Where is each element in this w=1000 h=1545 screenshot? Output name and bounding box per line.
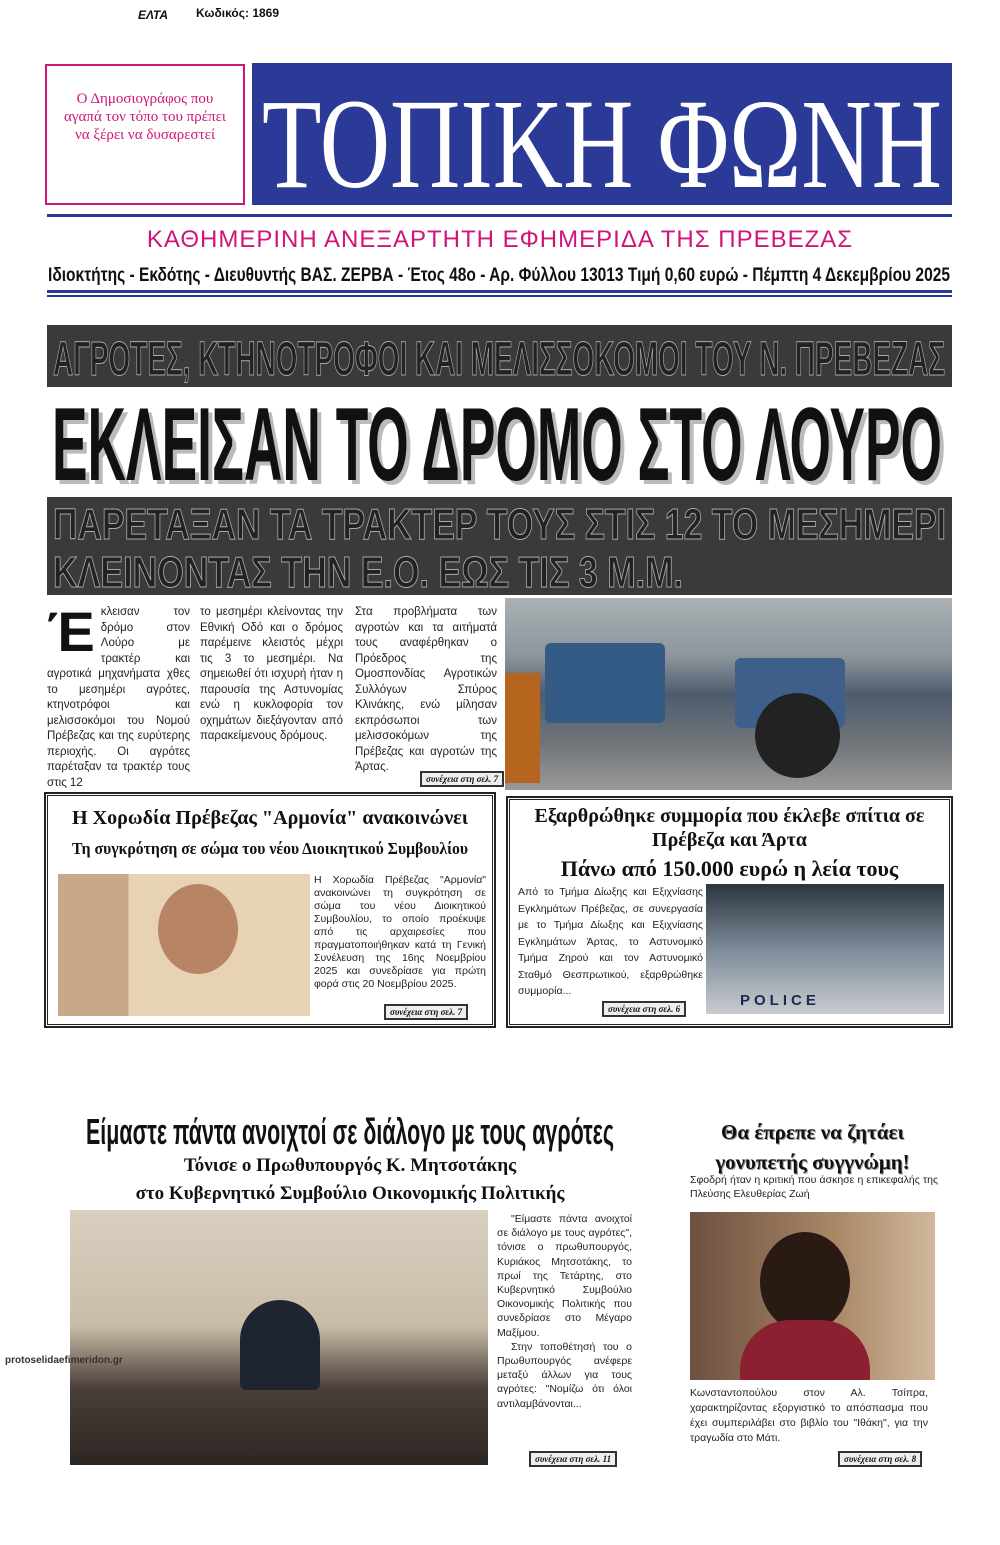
choir-title: Η Χορωδία Πρέβεζας "Αρμονία" ανακοινώνει xyxy=(72,807,469,829)
choir-article xyxy=(45,793,495,1027)
choir-heading-svg xyxy=(48,796,492,860)
continued-link[interactable]: συνέχεια στη σελ. 7 xyxy=(384,1004,468,1020)
pm-subtitle-2: στο Κυβερνητικό Συμβούλιο Οικονομικής Πολιτικής xyxy=(135,1183,565,1204)
cabinet-meeting-photo xyxy=(70,1210,488,1465)
zoi-body: Κωνσταντοπούλου στον Αλ. Τσίπρα, χαρακτηρίζοντας εξοργιστικό το απόσπασμα που έχει συμπεριλάβει στο βιβλίο του "Ιθάκη", για την τραγωδία στο Μάτι. xyxy=(690,1387,928,1444)
board-members-photo xyxy=(58,874,310,1016)
pm-headline-wrap xyxy=(86,1108,618,1152)
divider xyxy=(47,214,952,217)
pm-subtitle-1: Τόνισε ο Πρωθυπουργός Κ. Μητσοτάκης xyxy=(183,1155,517,1176)
police-car-photo xyxy=(706,884,944,1014)
lead-headline: ΕΚΛΕΙΣΑΝ ΤΟ ΔΡΟΜΟ ΣΤΟ ΛΟΥΡΟ xyxy=(52,387,942,494)
continued-link[interactable]: συνέχεια στη σελ. 11 xyxy=(529,1451,617,1467)
gang-body: Από το Τμήμα Δίωξης και Εξιχνίασης Εγκλημάτων Πρέβεζας, σε συνεργασία με το Τμήμα Δίωξης και Εξιχνίασης Εγκλημάτων Άρτας, το Αστυνομικό Τμήμα Ζηρού και τον Αστυνομικό Σταθμό Θεσπρωτικού, εξαρθρώθηκε συμμορία... xyxy=(518,886,703,997)
zoi-lead: Σφοδρή ήταν η κριτική που άσκησε η επικεφαλής της Πλεύσης Ελευθερίας Ζωή xyxy=(690,1174,938,1200)
continued-link[interactable]: συνέχεια στη σελ. 7 xyxy=(420,771,504,787)
lead-headline-svg xyxy=(50,386,950,494)
gang-subtitle: Πάνω από 150.000 ευρώ η λεία τους xyxy=(560,856,899,881)
lead-col-1: Έ κλεισαν τον δρόμο στον Λούρο με τρακτέρ και αγροτικά μηχανήματα χθες το μεσημέρι αγρότες, κτηνοτρόφοι και μελισσοκόμοι του Νομού Πρέβεζας και της ευρύτερης περιοχής. Οι αγρότες παρέταξαν τα τρακτέρ τους στις 12 xyxy=(47,600,190,789)
choir-subtitle: Τη συγκρότηση σε σώμα του νέου Διοικητικού Συμβουλίου xyxy=(72,839,469,858)
lead-kicker-bar xyxy=(47,325,952,387)
lead-deck-bar xyxy=(47,497,952,595)
continued-link[interactable]: συνέχεια στη σελ. 6 xyxy=(602,1001,686,1017)
motto-box xyxy=(45,64,245,205)
lead-kicker: ΑΓΡΟΤΕΣ, ΚΤΗΝΟΤΡΟΦΟΙ ΚΑΙ ΜΕΛΙΣΣΟΚΟΜΟΙ ΤΟΥ Ν. ΠΡΕΒΕΖΑΣ xyxy=(53,333,945,386)
lead-deck-svg xyxy=(47,497,952,595)
divider xyxy=(47,290,952,293)
issue-info-svg xyxy=(48,261,952,287)
issue-info: Ιδιοκτήτης - Εκδότης - Διευθυντής ΒΑΣ. ΖΕΡΒΑ - Έτος 48ο - Αρ. Φύλλου 13013 Τιμή 0,60 ευρώ - Πέμπτη 4 Δεκεμβρίου 2025 xyxy=(48,265,951,286)
elta-logo: ΕΛΤΑ xyxy=(138,8,169,22)
issue-code: Κωδικός: 1869 xyxy=(196,6,280,20)
choir-body: Η Χορωδία Πρέβεζας "Αρμονία" ανακοινώνει τη συγκρότηση σε σώμα του νέου Διοικητικού Συμβουλίου, το οποίο προέκυψε από τις αρχαιρεσίες που πραγματοποιήθηκαν κατά τη Γενική Συνέλευση της 16ης Νοεμβρίου 2025 και συνεδρίασε για πρώτη φορά στις 20 Νοεμβρίου 2025. xyxy=(314,874,486,990)
lead-col-3: Στα προβλήματα των αγροτών και τα αιτήματά τους αναφέρθηκαν ο Πρόεδρος της Ομοσπονδίας Αγροτικών Συλλόγων Σπύρος Κλινάκης, ενώ μίλησαν εκπρόσωποι των μελισσοκόμων της Πρέβεζας και αγροτών της Άρτας. xyxy=(355,606,497,773)
zoi-headline: Θα έπρεπε να ζητάει γονυπετής συγγνώμη! xyxy=(715,1120,910,1174)
lead-kicker-svg xyxy=(47,325,952,387)
lead-headline-wrap xyxy=(50,386,950,494)
watermark: protoselidaefimeridon.gr xyxy=(5,1355,123,1366)
newspaper-title-svg xyxy=(252,63,952,205)
divider xyxy=(47,295,952,297)
newspaper-title: ΤΟΠΙΚΗ ΦΩΝΗ xyxy=(262,73,942,205)
masthead-title-box xyxy=(252,63,952,205)
lead-deck-2: ΚΛΕΙΝΟΝΤΑΣ ΤΗΝ Ε.Ο. ΕΩΣ ΤΙΣ 3 Μ.Μ. xyxy=(53,548,683,595)
drop-cap: Έ xyxy=(47,600,95,663)
continued-link[interactable]: συνέχεια στη σελ. 8 xyxy=(838,1451,922,1467)
gang-article xyxy=(507,797,952,1027)
issue-info-wrap xyxy=(48,261,952,287)
pm-headline: Είμαστε πάντα ανοιχτοί σε διάλογο με τους αγρότες xyxy=(86,1111,614,1152)
tractors-photo xyxy=(505,598,952,790)
pm-headline-svg xyxy=(86,1108,618,1152)
zoi-photo xyxy=(690,1212,935,1380)
police-text: POLICE xyxy=(740,992,820,1009)
pm-body: "Είμαστε πάντα ανοιχτοί σε διάλογο με τους αγρότες", τόνισε ο πρωθυπουργός, Κυριάκος Μητσοτάκης, το πρωί της Τετάρτης, στο Κυβερνητικό Συμβούλιο Οικονομικής Πολιτικής που συνεδρίασε στο Μέγαρο Μαξίμου. Στην τοποθέτησή του ο Πρωθυπουργός ανέφερε μεταξύ άλλων για τους αγρότες: "Νομίζω ότι όλοι αντιλαμβάνονται... xyxy=(497,1213,632,1410)
lead-deck-1: ΠΑΡΕΤΑΞΑΝ ΤΑ ΤΡΑΚΤΕΡ ΤΟΥΣ ΣΤΙΣ 12 ΤΟ ΜΕΣΗΜΕΡΙ xyxy=(53,500,946,549)
gang-title: Εξαρθρώθηκε συμμορία που έκλεβε σπίτια σε Πρέβεζα και Άρτα xyxy=(534,805,925,851)
motto: Ο Δημοσιογράφος που αγαπά τον τόπο του πρέπει να ξέρει να δυσαρεστεί xyxy=(64,91,226,143)
paper-subtitle: ΚΑΘΗΜΕΡΙΝΗ ΑΝΕΞΑΡΤΗΤΗ ΕΦΗΜΕΡΙΔΑ ΤΗΣ ΠΡΕΒΕΖΑΣ xyxy=(146,226,854,253)
lead-col-2: το μεσημέρι κλείνοντας την Εθνική Οδό και ο δρόμος παρέμεινε κλειστός μέχρι τις 3 το μεσημέρι. Να σημειωθεί ότι ισχυρή ήταν η παρουσία της Αστυνομίας ενώ η κυκλοφορία τον οχημάτων διεξάγονταν από παρακείμενους δρόμους. xyxy=(200,606,343,742)
